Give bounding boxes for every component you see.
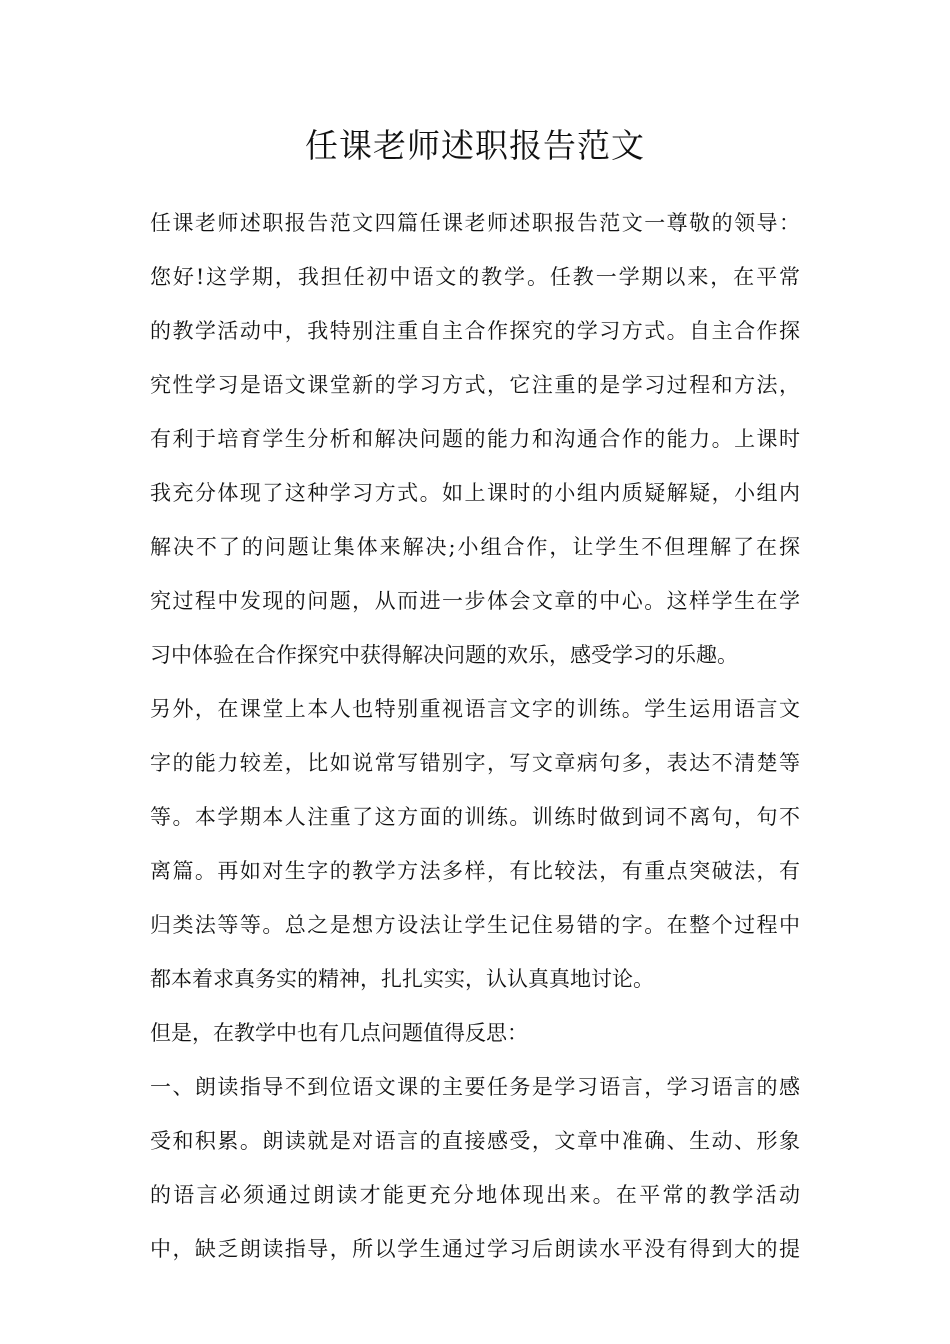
body-line: 但是，在教学中也有几点问题值得反思：: [150, 1021, 528, 1045]
body-line: 有利于培育学生分析和解决问题的能力和沟通合作的能力。上课时: [150, 427, 800, 451]
body-line: 究过程中发现的问题，从而进一步体会文章的中心。这样学生在学: [150, 589, 800, 613]
body-line: 都本着求真务实的精神，扎扎实实，认认真真地讨论。: [150, 967, 654, 991]
body-line: 您好!这学期，我担任初中语文的教学。任教一学期以来，在平常: [150, 265, 800, 289]
body-line: 我充分体现了这种学习方式。如上课时的小组内质疑解疑，小组内: [150, 481, 800, 505]
body-line: 习中体验在合作探究中获得解决问题的欢乐，感受学习的乐趣。: [150, 643, 738, 667]
body-line: 离篇。再如对生字的教学方法多样，有比较法，有重点突破法，有: [150, 859, 800, 883]
body-line: 受和积累。朗读就是对语言的直接感受，文章中准确、生动、形象: [150, 1129, 800, 1153]
body-line: 解决不了的问题让集体来解决;小组合作，让学生不但理解了在探: [150, 535, 800, 559]
body-line: 一、朗读指导不到位语文课的主要任务是学习语言，学习语言的感: [150, 1075, 800, 1099]
body-line: 任课老师述职报告范文四篇任课老师述职报告范文一尊敬的领导：: [150, 211, 800, 235]
body-line: 的教学活动中，我特别注重自主合作探究的学习方式。自主合作探: [150, 319, 800, 343]
body-line: 中，缺乏朗读指导，所以学生通过学习后朗读水平没有得到大的提: [150, 1237, 800, 1261]
body-line: 等。本学期本人注重了这方面的训练。训练时做到词不离句，句不: [150, 805, 800, 829]
document-body: [150, 196, 800, 1276]
body-line: 究性学习是语文课堂新的学习方式，它注重的是学习过程和方法，: [150, 373, 800, 397]
body-line: 字的能力较差，比如说常写错别字，写文章病句多，表达不清楚等: [150, 751, 800, 775]
body-line: 另外，在课堂上本人也特别重视语言文字的训练。学生运用语言文: [150, 697, 800, 721]
body-line: 的语言必须通过朗读才能更充分地体现出来。在平常的教学活动: [150, 1183, 800, 1207]
document-title: 任课老师述职报告范文: [305, 126, 645, 165]
body-line: 归类法等等。总之是想方设法让学生记住易错的字。在整个过程中: [150, 913, 800, 937]
